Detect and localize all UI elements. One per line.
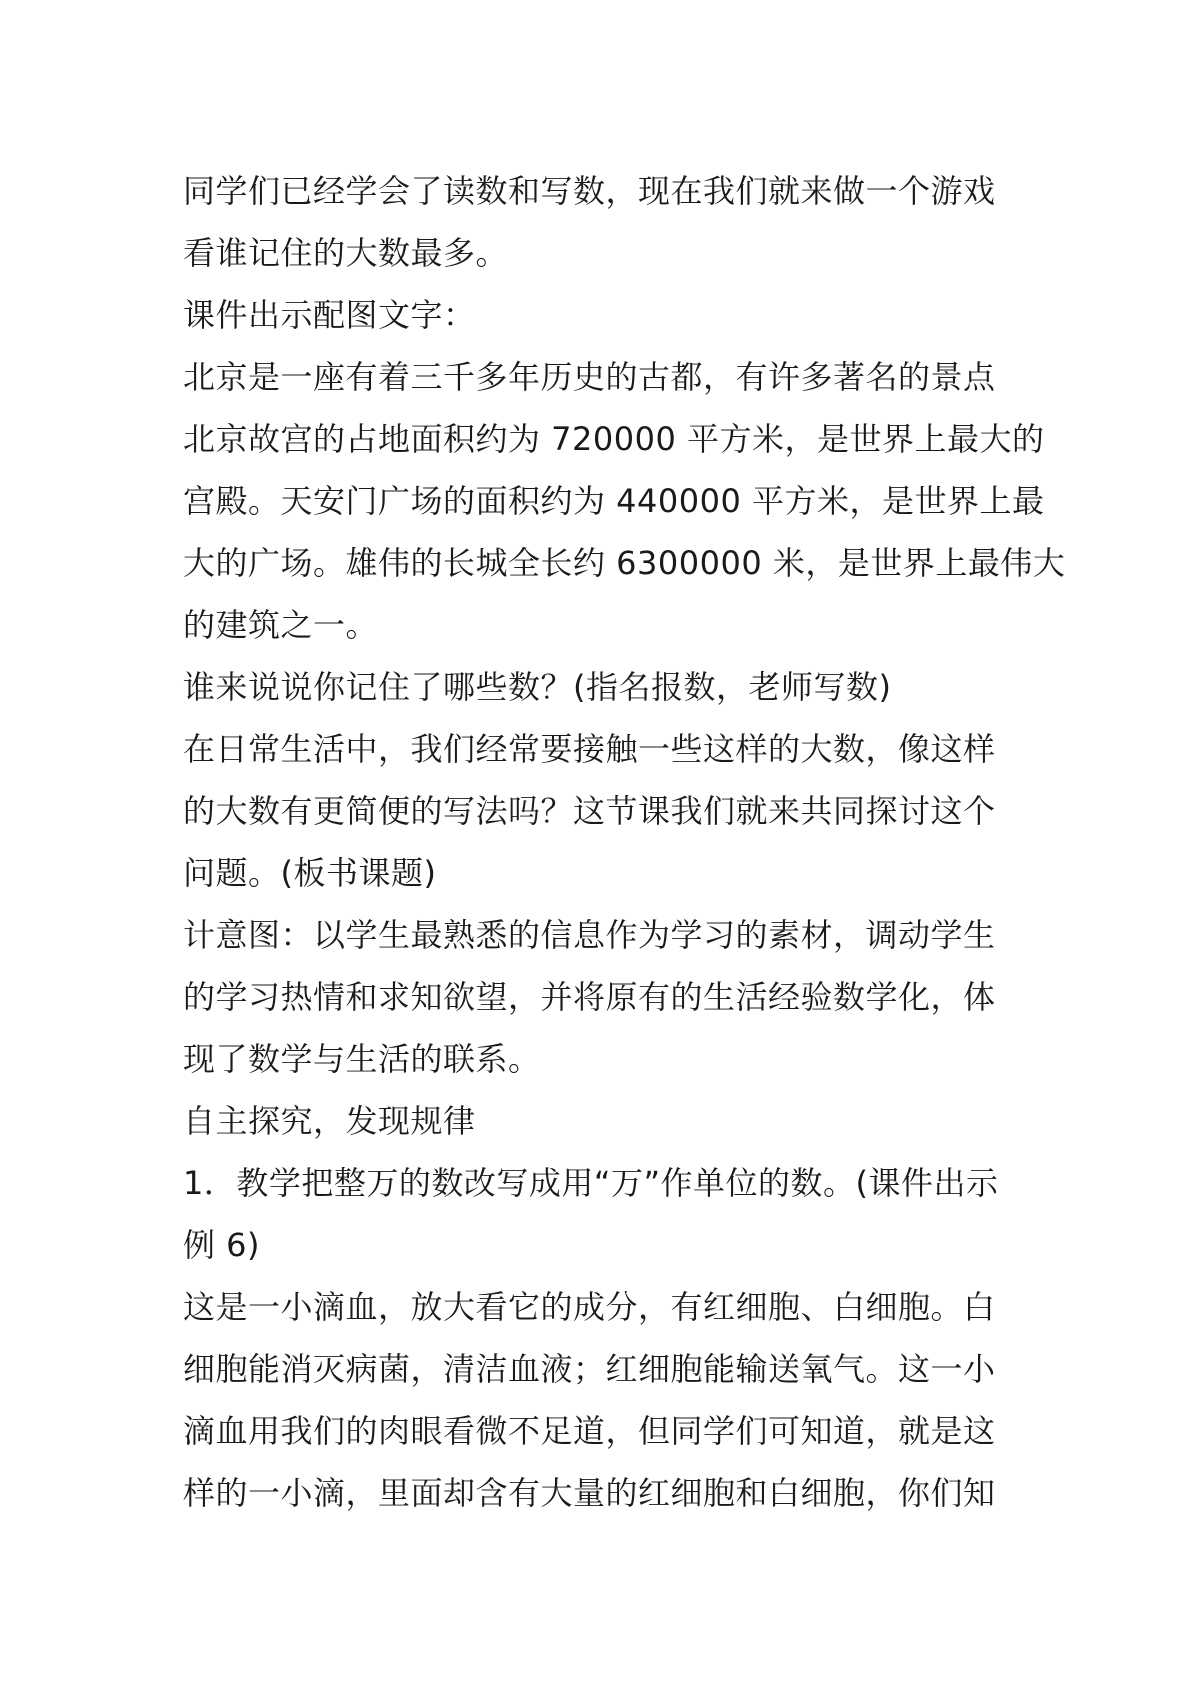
- document-text-body: [183, 160, 1066, 1524]
- text-line: 滴血用我们的肉眼看微不足道，但同学们可知道，就是这: [183, 1412, 996, 1450]
- text-line: 课件出示配图文字：: [183, 296, 476, 334]
- text-line: 谁来说说你记住了哪些数？(指名报数，老师写数): [183, 668, 892, 706]
- text-line: 在日常生活中，我们经常要接触一些这样的大数，像这样: [183, 730, 996, 768]
- text-line: 细胞能消灭病菌，清洁血液；红细胞能输送氧气。这一小: [183, 1350, 996, 1388]
- text-line: 看谁记住的大数最多。: [183, 234, 509, 272]
- text-line: 现了数学与生活的联系。: [183, 1040, 541, 1078]
- text-line: 北京故宫的占地面积约为 720000 平方米，是世界上最大的: [183, 420, 1045, 458]
- text-line: 的学习热情和求知欲望，并将原有的生活经验数学化，体: [183, 978, 996, 1016]
- text-line: 1．教学把整万的数改写成用“万”作单位的数。(课件出示: [183, 1164, 999, 1202]
- text-line: 例 6): [183, 1226, 261, 1264]
- text-line: 的大数有更简便的写法吗？这节课我们就来共同探讨这个: [183, 792, 996, 830]
- text-line: 计意图：以学生最熟悉的信息作为学习的素材，调动学生: [183, 916, 996, 954]
- text-line: 北京是一座有着三千多年历史的古都，有许多著名的景点: [183, 358, 996, 396]
- text-line: 同学们已经学会了读数和写数，现在我们就来做一个游戏: [183, 172, 996, 210]
- text-line: 宫殿。天安门广场的面积约为 440000 平方米，是世界上最: [183, 482, 1045, 520]
- section-heading: 自主探究，发现规律: [183, 1102, 476, 1140]
- text-line: 这是一小滴血，放大看它的成分，有红细胞、白细胞。白: [183, 1288, 996, 1326]
- text-line: 的建筑之一。: [183, 606, 379, 644]
- text-line: 问题。(板书课题): [183, 854, 437, 892]
- text-line: 样的一小滴，里面却含有大量的红细胞和白细胞，你们知: [183, 1474, 996, 1512]
- text-line: 大的广场。雄伟的长城全长约 6300000 米，是世界上最伟大: [183, 544, 1066, 582]
